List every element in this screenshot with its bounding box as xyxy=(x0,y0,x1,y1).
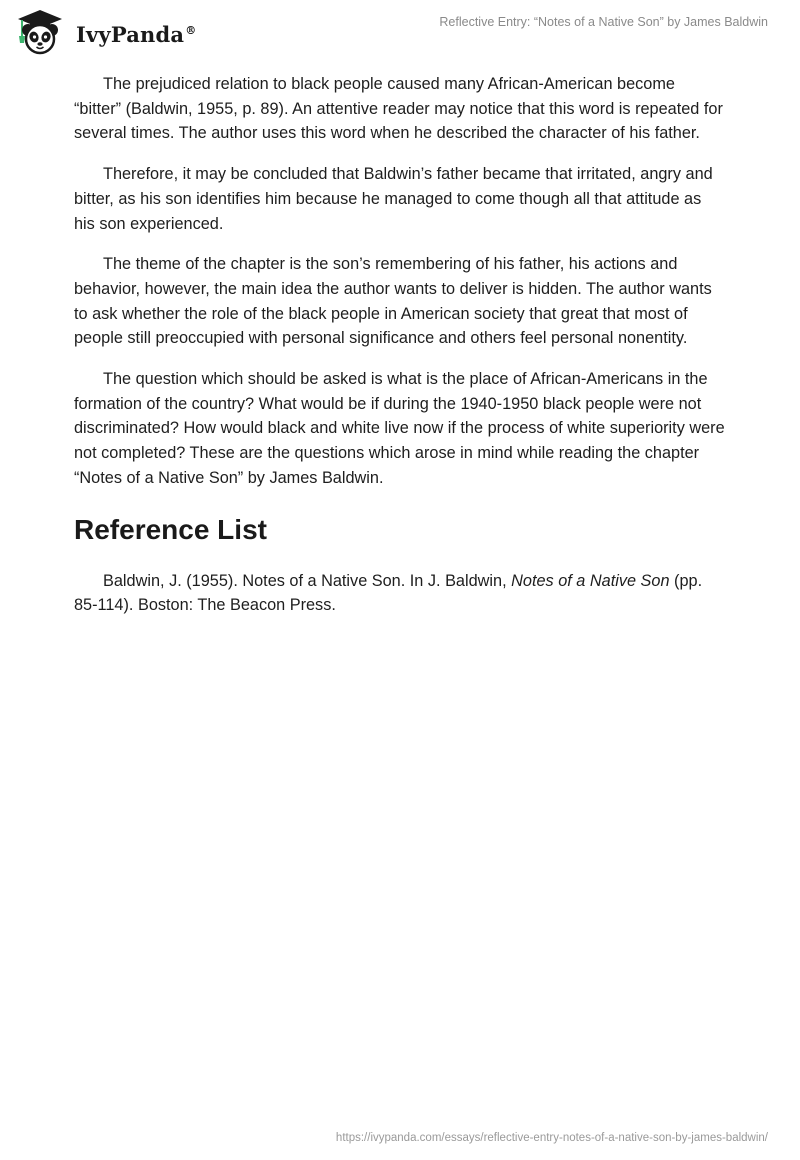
body-paragraph-1: The prejudiced relation to black people caused many African-American become “bitter” (Baldwin, 1955, p. 89). An attentive reader may notice that this word is repeated for several times. The author uses this word when he described the character of his father. xyxy=(74,75,723,143)
page-header xyxy=(0,0,800,64)
brand-name: IvyPanda® xyxy=(76,21,197,47)
body-paragraph-4: The question which should be asked is what is the place of African-Americans in the formation of the country? What would be if during the 1940-1950 black people were not discriminated? How would black and white live now if the process of white superiority were not completed? These are the questions which arose in mind while reading the chapter “Notes of a Native Son” by James Baldwin. xyxy=(74,370,725,487)
source-url[interactable]: https://ivypanda.com/essays/reflective-entry-notes-of-a-native-son-by-james-baldwin/ xyxy=(335,1132,768,1144)
brand-logo[interactable] xyxy=(14,8,196,56)
reference-entry-authors: Baldwin, J. (1955). Notes of a Native Son. In J. Baldwin, xyxy=(103,571,512,590)
reference-list-heading: Reference List xyxy=(74,513,267,545)
registered-mark: ® xyxy=(185,23,197,37)
reference-entry-details: (pp. 85-114). Boston: The Beacon Press. xyxy=(74,571,703,615)
document-title: Reflective Entry: “Notes of a Native Son” by James Baldwin xyxy=(439,15,768,29)
reference-entry xyxy=(74,569,726,618)
reference-entry-book-title: Notes of a Native Son xyxy=(511,571,670,590)
body-paragraph-2: Therefore, it may be concluded that Baldwin’s father became that irritated, angry and bitter, as his son identifies him because he managed to come though all that attitude as his son experienced. xyxy=(74,165,713,233)
essay-content xyxy=(74,72,726,618)
panda-graduate-icon xyxy=(14,8,66,56)
body-paragraph-3: The theme of the chapter is the son’s remembering of his father, his actions and behavior, however, the main idea the author wants to deliver is hidden. The author wants to ask whether the role of the black people in American society that great that most of people still preoccupied with personal significance and others feel personal nonentity. xyxy=(74,255,712,348)
